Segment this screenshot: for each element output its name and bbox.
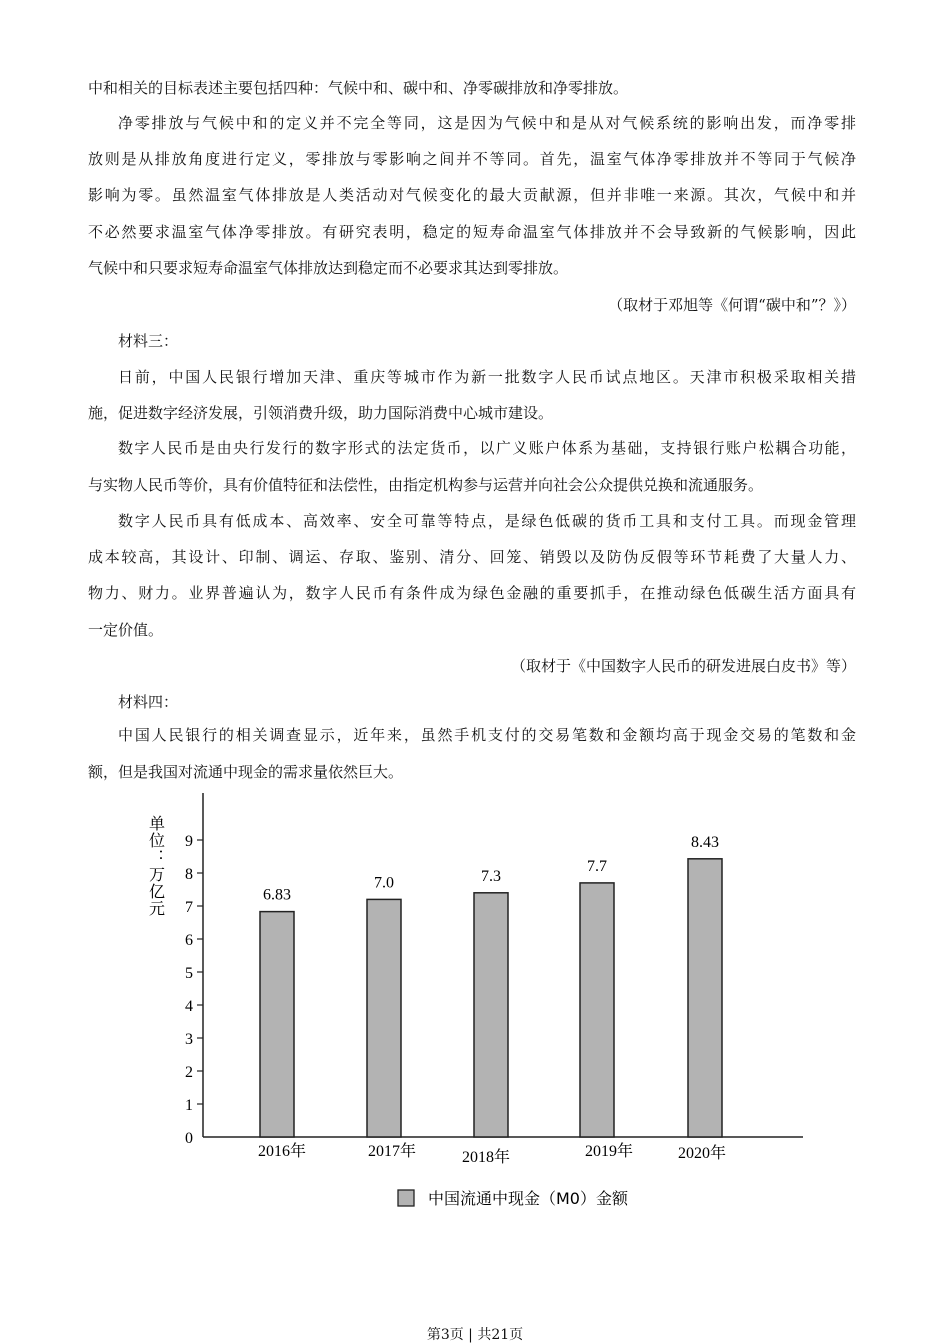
bar-2019 xyxy=(580,883,614,1137)
source-citation: （取材于邓旭等《何谓“碳中和”？》） xyxy=(608,296,856,314)
y-tick-label: 0 xyxy=(185,1130,193,1147)
y-tick-label: 8 xyxy=(185,866,193,883)
text-line: 与实物人民币等价，具有价值特征和法偿性，由指定机构参与运营并向社会公众提供兑换和流通服务。 xyxy=(88,476,764,494)
text-line: 放则是从排放角度进行定义，零排放与零影响之间并不等同。首先，温室气体净零排放并不等同于气候净 xyxy=(88,150,856,168)
x-tick-label: 2016年 xyxy=(257,1143,307,1160)
text-line: 物力、财力。业界普遍认为，数字人民币有条件成为绿色金融的重要抓手，在推动绿色低碳生活方面具有 xyxy=(88,584,856,602)
bar-2017 xyxy=(367,899,401,1137)
y-tick-label: 3 xyxy=(185,1031,193,1048)
y-tick-label: 9 xyxy=(185,833,193,850)
text-line: 额，但是我国对流通中现金的需求量依然巨大。 xyxy=(88,763,404,781)
y-axis-label: 单位：万亿元 xyxy=(146,815,164,917)
text-line: 材料四： xyxy=(118,693,179,711)
source-citation: （取材于《中国数字人民币的研发进展白皮书》等） xyxy=(510,657,856,675)
text-line: 材料三： xyxy=(118,332,179,350)
data-label: 8.43 xyxy=(691,833,719,851)
data-label: 7.0 xyxy=(374,874,394,892)
text-line: 施，促进数字经济发展，引领消费升级，助力国际消费中心城市建设。 xyxy=(88,404,554,422)
text-line: 不必然要求温室气体净零排放。有研究表明，稳定的短寿命温室气体排放并不会导致新的气候影响，因此 xyxy=(88,223,856,241)
data-label: 6.83 xyxy=(263,886,291,904)
text-line: 中国人民银行的相关调查显示，近年来，虽然手机支付的交易笔数和金额均高于现金交易的笔数和金 xyxy=(118,726,856,744)
bar-2018 xyxy=(474,893,508,1137)
legend-swatch xyxy=(398,1190,414,1206)
data-label: 7.7 xyxy=(587,857,607,875)
y-tick-label: 5 xyxy=(185,965,193,982)
x-tick-label: 2020年 xyxy=(677,1145,727,1162)
text-line: 气候中和只要求短寿命温室气体排放达到稳定而不必要求其达到零排放。 xyxy=(88,259,569,277)
x-tick-label: 2019年 xyxy=(584,1143,634,1160)
bar-2020 xyxy=(688,859,722,1137)
bar-2016 xyxy=(260,912,294,1137)
text-line: 中和相关的目标表述主要包括四种：气候中和、碳中和、净零碳排放和净零排放。 xyxy=(88,79,629,97)
y-tick-label: 4 xyxy=(185,998,193,1015)
page-footer: 第3页 | 共21页 xyxy=(426,1327,524,1343)
text-line: 数字人民币具有低成本、高效率、安全可靠等特点，是绿色低碳的货币工具和支付工具。而现金管理 xyxy=(118,512,856,530)
text-line: 日前，中国人民银行增加天津、重庆等城市作为新一批数字人民币试点地区。天津市积极采取相关措 xyxy=(118,368,856,386)
x-tick-label: 2017年 xyxy=(367,1143,417,1160)
text-line: 净零排放与气候中和的定义并不完全等同，这是因为气候中和是从对气候系统的影响出发，而净零排 xyxy=(118,114,856,132)
text-line: 成本较高，其设计、印制、调运、存取、鉴别、清分、回笼、销毁以及防伪反假等环节耗费了大量人力、 xyxy=(88,548,856,566)
text-line: 一定价值。 xyxy=(88,621,164,639)
y-tick-label: 6 xyxy=(185,932,193,949)
data-label: 7.3 xyxy=(481,867,501,885)
x-tick-label: 2018年 xyxy=(461,1149,511,1166)
text-line: 数字人民币是由央行发行的数字形式的法定货币，以广义账户体系为基础，支持银行账户松耦合功能， xyxy=(118,439,856,457)
y-tick-label: 2 xyxy=(185,1064,193,1081)
y-tick-label: 7 xyxy=(185,899,193,916)
text-line: 影响为零。虽然温室气体排放是人类活动对气候变化的最大贡献源，但并非唯一来源。其次，气候中和并 xyxy=(88,186,856,204)
legend-label: 中国流通中现金（M0）金额 xyxy=(428,1189,628,1208)
y-tick-label: 1 xyxy=(185,1097,193,1114)
